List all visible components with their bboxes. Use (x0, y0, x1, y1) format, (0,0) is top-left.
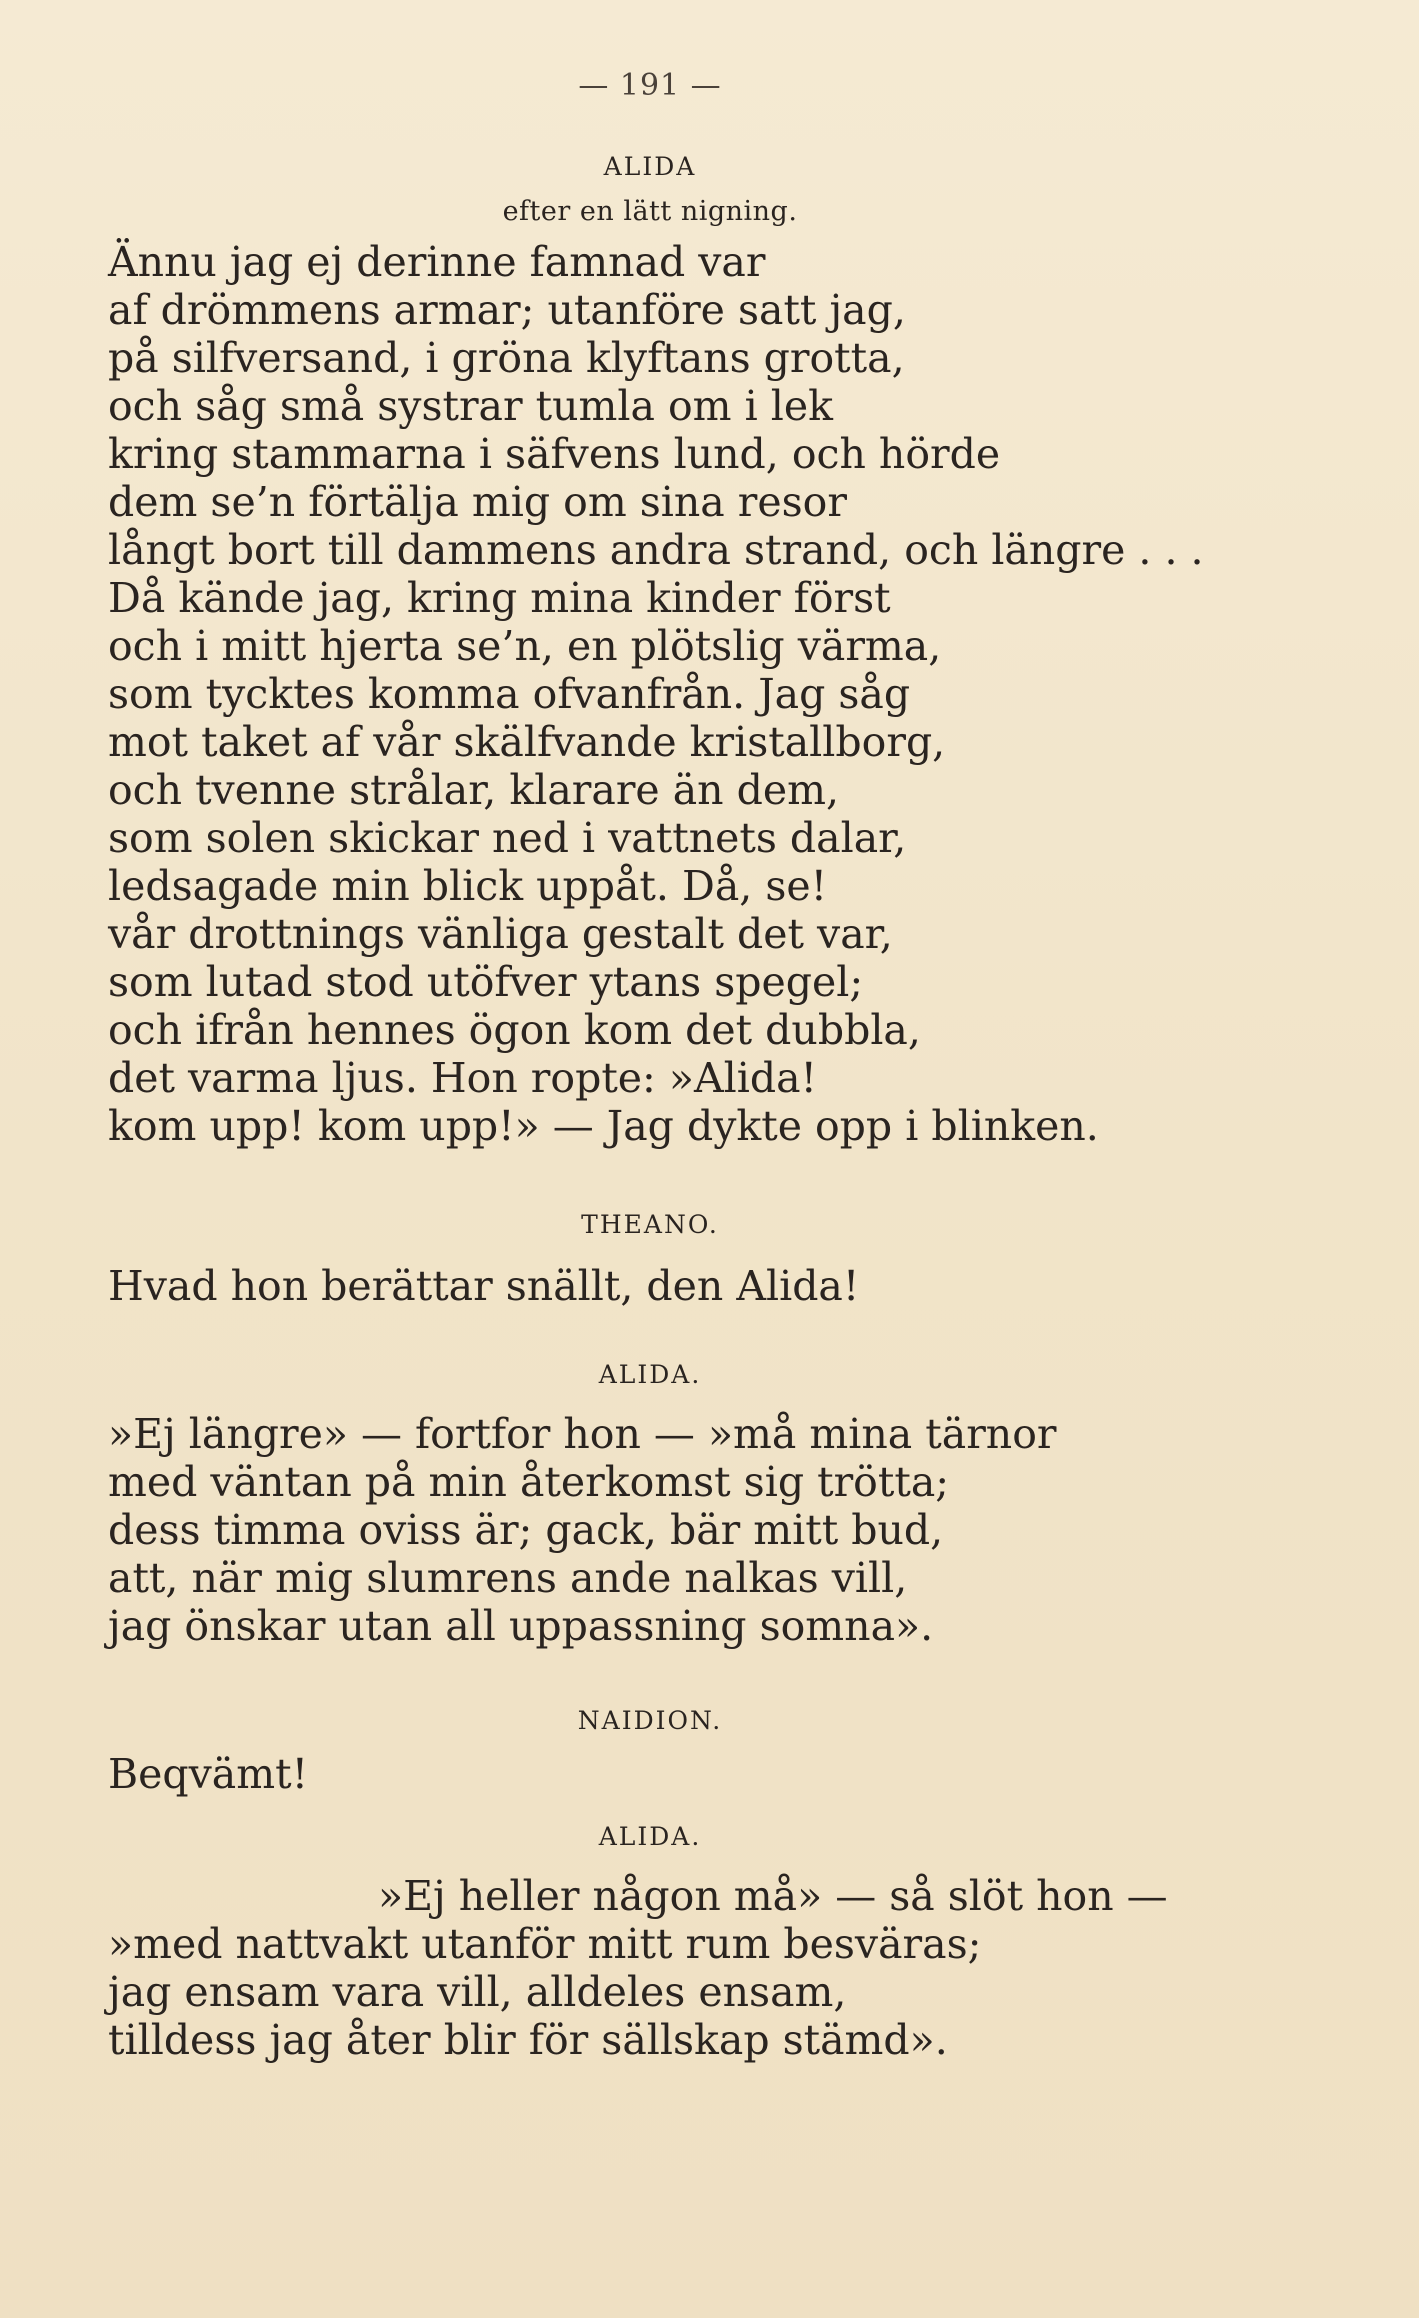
verse-line: det varma ljus. Hon ropte: »Alida! (108, 1054, 817, 1102)
verse-line: vår drottnings vänliga gestalt det var, (108, 910, 893, 958)
verse-block (108, 1872, 1288, 2064)
speaker-name: THEANO. (581, 1210, 719, 1239)
verse-line: och tvenne strålar, klarare än dem, (108, 766, 840, 814)
verse-line: dess timma oviss är; gack, bär mitt bud, (108, 1506, 944, 1554)
verse-line: dem se’n förtälja mig om sina resor (108, 478, 847, 526)
verse-line: af drömmens armar; utanföre satt jag, (108, 286, 906, 334)
verse-line: Hvad hon berättar snällt, den Alida! (108, 1262, 860, 1310)
verse-line: Ännu jag ej derinne famnad var (108, 238, 766, 286)
verse-line: kring stammarna i säfvens lund, och hörde (108, 430, 1001, 478)
verse-line: med väntan på min återkomst sig trötta; (108, 1458, 950, 1506)
verse-line: som lutad stod utöfver ytans spegel; (108, 958, 864, 1006)
verse-line: Då kände jag, kring mina kinder först (108, 574, 891, 622)
verse-line: och i mitt hjerta se’n, en plötslig värma, (108, 622, 942, 670)
verse-line: och ifrån hennes ögon kom det dubbla, (108, 1006, 921, 1054)
speaker-name: ALIDA. (598, 1360, 702, 1389)
verse-line: »Ej längre» — fortfor hon — »må mina tärnor (108, 1410, 1057, 1458)
verse-line: »Ej heller någon må» — så slöt hon — (378, 1872, 1168, 1920)
verse-line: jag ensam vara vill, alldeles ensam, (108, 1968, 847, 2016)
verse-block (108, 1262, 1288, 1310)
verse-block (108, 1410, 1288, 1650)
verse-line: som tycktes komma ofvanfrån. Jag såg (108, 670, 911, 718)
verse-line: kom upp! kom upp!» — Jag dykte opp i blinken. (108, 1102, 1099, 1150)
verse-line: på silfversand, i gröna klyftans grotta, (108, 334, 905, 382)
verse-line: Beqvämt! (108, 1750, 309, 1798)
verse-line: mot taket af vår skälfvande kristallborg, (108, 718, 946, 766)
verse-line: jag önskar utan all uppassning somna». (108, 1602, 934, 1650)
verse-line: som solen skickar ned i vattnets dalar, (108, 814, 907, 862)
verse-block (108, 238, 1288, 1150)
verse-line: och såg små systrar tumla om i lek (108, 382, 833, 430)
verse-line: ledsagade min blick uppåt. Då, se! (108, 862, 828, 910)
page-number: — 191 — (578, 68, 722, 103)
speaker-name: ALIDA. (598, 1822, 702, 1851)
verse-line: att, när mig slumrens ande nalkas vill, (108, 1554, 908, 1602)
stage-direction: efter en lätt nigning. (502, 196, 798, 227)
verse-line: »med nattvakt utanför mitt rum besväras; (108, 1920, 982, 1968)
verse-block (108, 1750, 1288, 1798)
verse-line: tilldess jag åter blir för sällskap stämd». (108, 2016, 948, 2064)
speaker-name: NAIDION. (577, 1706, 723, 1735)
verse-line: långt bort till dammens andra strand, och längre . . . (108, 526, 1204, 574)
speaker-name: ALIDA (603, 152, 697, 181)
